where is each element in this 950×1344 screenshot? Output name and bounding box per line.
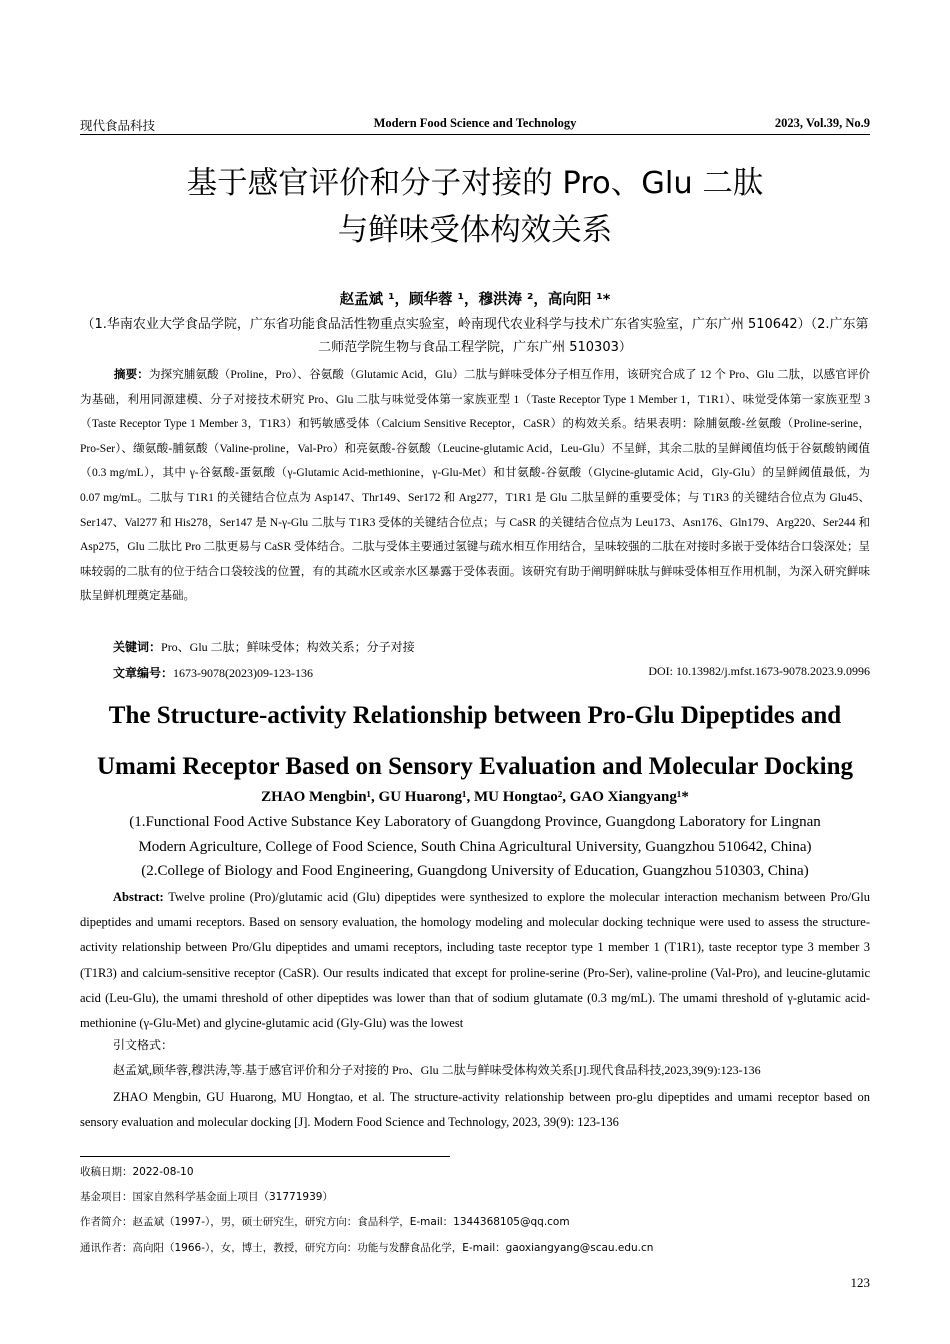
- footnote-fund: 基金项目：国家自然科学基金面上项目（31771939）: [80, 1191, 333, 1203]
- page-number: 123: [850, 1275, 870, 1290]
- footnote-author-bio: 作者简介：赵孟斌（1997-），男，硕士研究生，研究方向：食品科学，E-mail：1344368105@qq.com: [80, 1216, 570, 1228]
- authors-cn: 赵孟斌 ¹，顾华蓉 ¹，穆洪涛 ²，高向阳 ¹*: [339, 292, 611, 308]
- keywords-cn: [113, 638, 870, 655]
- affiliations-cn: （1.华南农业大学食品学院，广东省功能食品活性物重点实验室，岭南现代农业科学与技术广东省实验室，广东广州 510642）（2.广东第二师范学院生物与食品工程学院，广东广州 510303）: [81, 317, 869, 355]
- abstract-cn-text: 为探究脯氨酸（Proline，Pro）、谷氨酸（Glutamic Acid，Glu）二肽与鲜味受体分子相互作用，该研究合成了 12 个 Pro、Glu 二肽，以感官评价为基础，利用同源建模、分子对接技术研究 Pro、Glu 二肽与味觉受体第一家族亚型 1（Taste Receptor Type 1 Member 1，T1R1）、味觉受体第一家族亚型 3（Taste Receptor Type 1 Member 3，T1R3）和钙敏感受体（Calcium Sensitive Receptor，CaSR）的构效关系。结果表明：除脯氨酸-丝氨酸（Proline-serine，Pro-Ser）、缬氨酸-脯氨酸（Valine-proline，Val-Pro）和亮氨酸-谷氨酸（Leucine-glutamic Acid，Leu-Glu）不呈鲜，其余二肽的呈鲜阈值均低于谷氨酸钠阈值（0.3 mg/mL），其中 γ-谷氨酸-蛋氨酸（γ-Glutamic Acid-methionine，γ-Glu-Met）和甘氨酸-谷氨酸（Glycine-glutamic Acid，Gly-Glu）的呈鲜阈值最低，为 0.07 mg/mL。二肽与 T1R1 的关键结合位点为 Asp147、Thr149、Ser172 和 Arg277，T1R1 是 Glu 二肽呈鲜的重要受体；与 T1R3 的关键结合位点为 Glu45、Ser147、Val277 和 His278，Ser147 是 N-γ-Glu 二肽与 T1R3 受体的关键结合位点；与 CaSR 的关键结合位点为 Leu173、Asn176、Gln179、Arg220、Ser244 和 Asp275，Glu 二肽比 Pro 二肽更易与 CaSR 受体结合。二肽与受体主要通过氢键与疏水相互作用结合，呈味较强的二肽在对接时多嵌于受体结合口袋深处；呈味较弱的二肽有的位于结合口袋较浅的位置，有的其疏水区或亲水区暴露于受体表面。该研究有助于阐明鲜味肽与鲜味受体相互作用机制，为深入研究鲜味肽呈鲜机理奠定基础。: [80, 369, 871, 603]
- abstract-en: [80, 885, 870, 1036]
- citation-cn: 赵孟斌,顾华蓉,穆洪涛,等.基于感官评价和分子对接的 Pro、Glu 二肽与鲜味受体构效关系[J].现代食品科技,2023,39(9):123-136: [113, 1063, 761, 1077]
- authors-en: ZHAO Mengbin¹, GU Huarong¹, MU Hongtao², GAO Xiangyang¹*: [261, 789, 689, 805]
- journal-name-en: Modern Food Science and Technology: [373, 116, 577, 130]
- keywords-cn-label: 关键词：: [113, 640, 162, 654]
- affiliation-en-line3: (2.College of Biology and Food Engineering, Guangdong University of Education, Guangzhou 510303, China): [141, 863, 809, 879]
- affiliation-en-line1: (1.Functional Food Active Substance Key Laboratory of Guangdong Province, Guangdong Laboratory for Lingnan: [129, 814, 821, 830]
- doi: DOI: 10.13982/j.mfst.1673-9078.2023.9.0996: [648, 664, 870, 678]
- abstract-cn-label: 摘要：: [114, 367, 149, 381]
- article-id-line: [113, 664, 870, 681]
- abstract-cn: [80, 362, 870, 609]
- running-header: [80, 116, 870, 132]
- title-en-line2: Umami Receptor Based on Sensory Evaluation and Molecular Docking: [96, 753, 854, 780]
- article-id-label: 文章编号：: [113, 666, 174, 680]
- affiliations-en: [80, 810, 870, 884]
- title-cn: [80, 160, 870, 254]
- keywords-cn-text: Pro、Glu 二肽；鲜味受体；构效关系；分子对接: [161, 640, 415, 654]
- title-cn-line2: 与鲜味受体构效关系: [337, 213, 613, 248]
- article-id-value: 1673-9078(2023)09-123-136: [173, 666, 313, 680]
- footnote-corresponding: 通讯作者：高向阳（1966-），女，博士，教授，研究方向：功能与发酵食品化学，E-mail：gaoxiangyang@scau.edu.cn: [80, 1242, 654, 1254]
- title-en: [60, 690, 890, 792]
- abstract-en-label: Abstract:: [113, 890, 164, 904]
- abstract-en-text: Twelve proline (Pro)/glutamic acid (Glu) dipeptides were synthesized to explore the molecular interaction mechanism between Pro/Glu dipeptides and umami receptors. Based on sensory evaluation, the homology modeling and molecular docking technique were used to assess the structure-activity relationship between Pro/Glu dipeptides and umami receptors, including taste receptor type 1 member 1 (T1R1), taste receptor type 3 member 3 (T1R3) and calcium-sensitive receptor (CaSR). Our results indicated that except for proline-serine (Pro-Ser), valine-proline (Val-Pro), and leucine-glutamic acid (Leu-Glu), the umami threshold of other dipeptides was lower than that of sodium glutamate (0.3 mg/mL). The umami threshold of γ-glutamic acid-methionine (γ-Glu-Met) and glycine-glutamic acid (Gly-Glu) was the lowest: [80, 890, 870, 1031]
- title-en-line1: The Structure-activity Relationship between Pro-Glu Dipeptides and: [108, 702, 842, 729]
- title-cn-line1: 基于感官评价和分子对接的 Pro、Glu 二肽: [186, 166, 764, 201]
- footnote-received: 收稿日期：2022-08-10: [80, 1166, 194, 1178]
- footnote-rule: [80, 1156, 450, 1157]
- citation-en: ZHAO Mengbin, GU Huarong, MU Hongtao, et al. The structure-activity relationship between pro-glu dipeptides and umami receptor based on sensory evaluation and molecular docking [J]. Modern Food Science and Technology, 2023, 39(9): 123-136: [80, 1090, 870, 1129]
- issue-info: 2023, Vol.39, No.9: [774, 116, 870, 130]
- citation-heading: 引文格式：: [113, 1038, 174, 1052]
- affiliation-en-line2: Modern Agriculture, College of Food Science, South China Agricultural University, Guangzhou 510642, China): [138, 838, 812, 855]
- header-rule: [80, 134, 870, 135]
- journal-name-cn: 现代食品科技: [80, 118, 156, 133]
